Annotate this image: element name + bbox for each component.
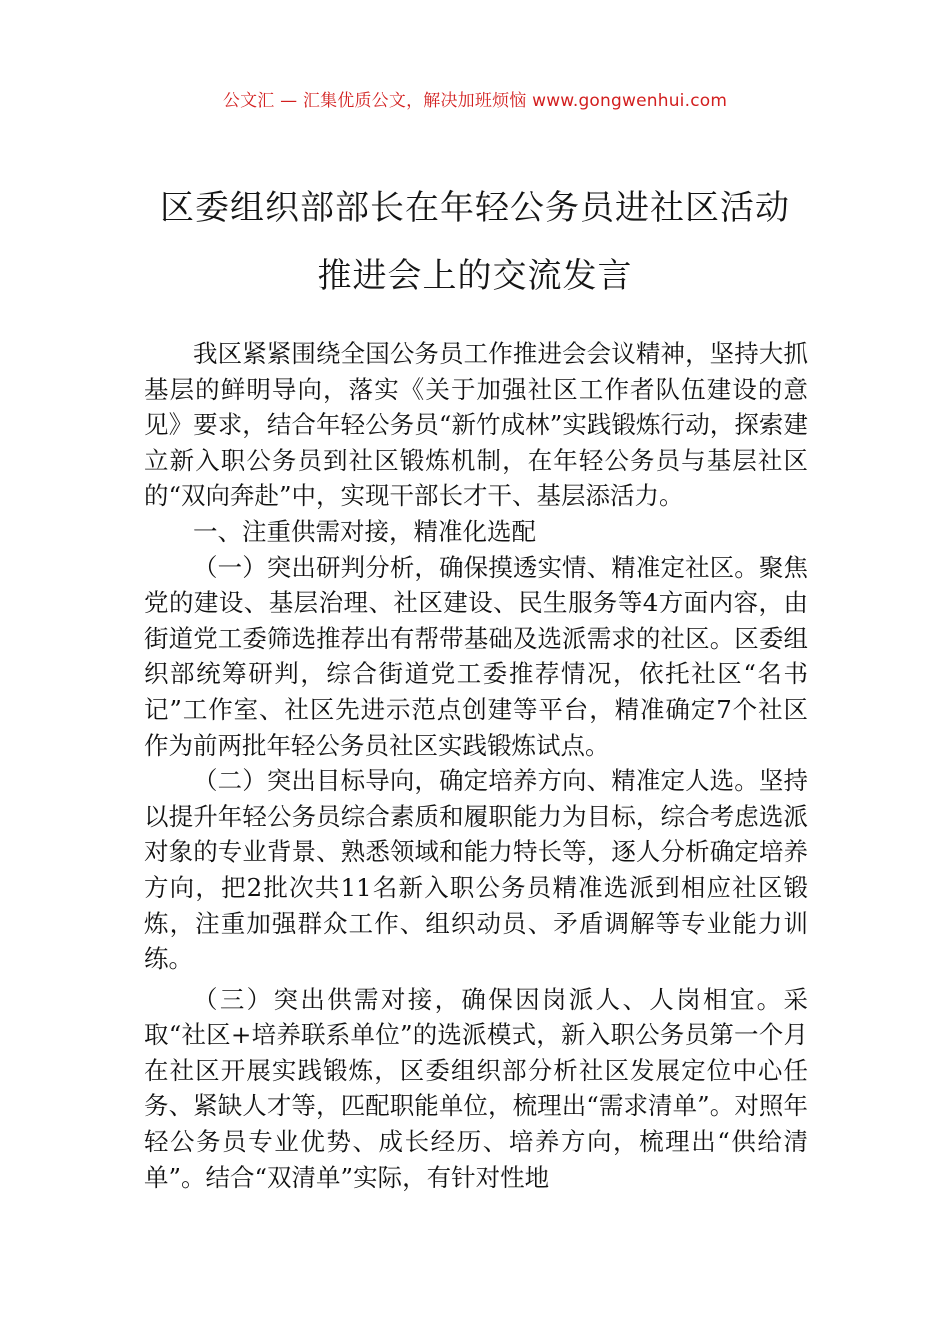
document-body <box>144 336 808 1195</box>
intro-paragraph: 我区紧紧围绕全国公务员工作推进会会议精神，坚持大抓基层的鲜明导向，落实《关于加强社区工作者队伍建设的意见》要求，结合年轻公务员“新竹成林”实践锻炼行动，探索建立新入职公务员到社区锻炼机制，在年轻公务员与基层社区的“双向奔赴”中，实现干部长才干、基层添活力。 <box>144 339 808 511</box>
subsection-paragraph-3: （三）突出供需对接，确保因岗派人、人岗相宜。采取“社区+培养联系单位”的选派模式，新入职公务员第一个月在社区开展实践锻炼，区委组织部分析社区发展定位中心任务、紧缺人才等，匹配职能单位，梳理出“需求清单”。对照年轻公务员专业优势、成长经历、培养方向，梳理出“供给清单”。结合“双清单”实际，有针对性地 <box>144 984 808 1192</box>
subsection-paragraph-1: （一）突出研判分析，确保摸透实情、精准定社区。聚焦党的建设、基层治理、社区建设、民生服务等4方面内容，由街道党工委筛选推荐出有帮带基础及选派需求的社区。区委组织部统筹研判，综合街道党工委推荐情况，依托社区“名书记”工作室、社区先进示范点创建等平台，精准确定7个社区作为前两批年轻公务员社区实践锻炼试点。 <box>144 552 808 760</box>
subsection-paragraph-2: （二）突出目标导向，确定培养方向、精准定人选。坚持以提升年轻公务员综合素质和履职能力为目标，综合考虑选派对象的专业背景、熟悉领域和能力特长等，逐人分析确定培养方向，把2批次共11名新入职公务员精准选派到相应社区锻炼，注重加强群众工作、组织动员、矛盾调解等专业能力训练。 <box>144 766 808 974</box>
document-title-line-2: 推进会上的交流发言 <box>317 256 633 296</box>
document-title-line-1: 区委组织部部长在年轻公务员进社区活动 <box>160 188 790 228</box>
header-banner: 公文汇 — 汇集优质公文，解决加班烦恼 www.gongwenhui.com <box>222 91 728 111</box>
section-heading-1: 一、注重供需对接，精准化选配 <box>193 516 536 546</box>
